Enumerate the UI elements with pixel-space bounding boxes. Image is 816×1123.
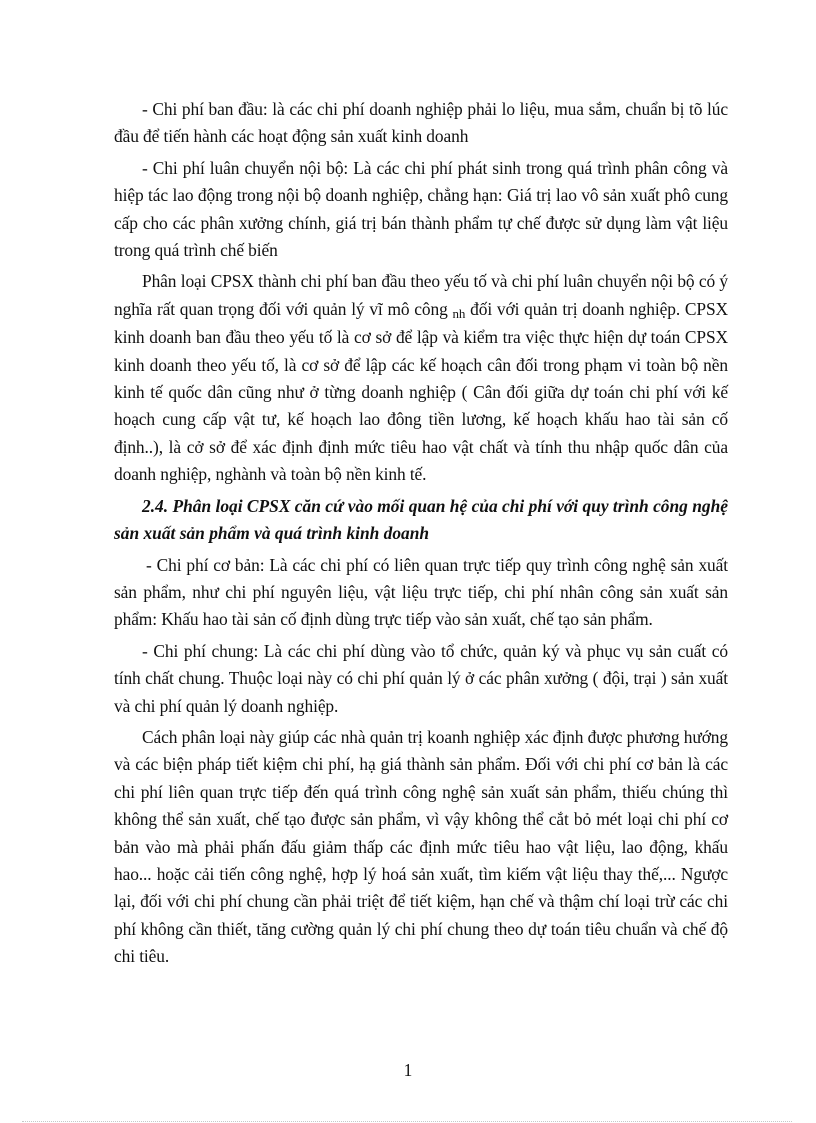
paragraph-internal-costs: - Chi phí luân chuyển nội bộ: Là các chi phí phát sinh trong quá trình phân công và hiệp tác lao động trong nội bộ doanh nghiệp, chẳng hạn: Giá trị lao vô sản xuất phô cung cấp cho các phân xưởng chính, giá trị bán thành phẩm tự chế được sử dụng làm vật liệu trong quá trình chế biến <box>114 157 728 261</box>
paragraph-initial-costs: - Chi phí ban đầu: là các chi phí doanh nghiệp phải lo liệu, mua sắm, chuẩn bị tõ lúc đầu để tiến hành các hoạt động sản xuất kinh doanh <box>114 99 728 147</box>
page-number: 1 <box>403 1060 413 1080</box>
page-bottom-divider <box>22 1121 792 1122</box>
paragraph-classification-meaning <box>114 268 728 488</box>
paragraph-text-end: đối với quản trị doanh nghiệp. CPSX kinh doanh ban đầu theo yếu tố là cơ sở để lập và kiểm tra việc thực hiện dự toán CPSX kinh doanh theo yếu tố, là cơ sở để lập các kế hoạch cân đối trong phạm vi toàn bộ nền kinh tế quốc dân cũng như ở từng doanh nghiệp ( Cân đối giữa dự toán chi phí với kế hoạch cung cấp vật tư, kế hoạch lao đông tiền lương, kế hoạch khấu hao tài sản cố định..), là cở sở để xác định định mức tiêu hao vật chất và tính thu nhập quốc dân của doanh nghiệp, nghành và toàn bộ nền kinh tế. <box>114 298 728 485</box>
paragraph-text-fragment: nh <box>452 305 466 321</box>
paragraph-basic-costs: - Chi phí cơ bản: Là các chi phí có liên quan trực tiếp quy trình công nghệ sản xuất sản phẩm, như chi phí nguyên liệu, vật liệu trực tiếp, chi phí nhân công sản xuất sản phẩm: Khấu hao tài sản cố định dùng trực tiếp vào sản xuất, chế tạo sản phẩm. <box>114 554 728 630</box>
paragraph-classification-purpose: Cách phân loại này giúp các nhà quản trị koanh nghiệp xác định được phương hướng và các biện pháp tiết kiệm chi phí, hạ giá thành sản phẩm. Đối với chi phí cơ bản là các chi phí liên quan trực tiếp đến quá trình công nghệ sản xuất sản phẩm, thiếu chúng thì không thể sản xuất, chế tạo được sản phẩm, vì vậy không thể cắt bỏ mét loại chi phí cơ bản vào mà phải phấn đấu giảm thấp các định mức tiêu hao vật liệu, lao động, khấu hao... hoặc cải tiến công nghệ, hợp lý hoá sản xuất, tìm kiếm vật liệu thay thế,... Ngược lại, đối với chi phí chung cần phải triệt để tiết kiệm, hạn chế và thậm chí loại trừ các chi phí không cần thiết, tăng cường quản lý chi phí chung theo dự toán tiêu chuẩn và chế độ chi tiêu. <box>114 726 728 967</box>
section-heading-2-4: 2.4. Phân loại CPSX căn cứ vào mối quan hệ của chi phí với quy trình công nghệ sản xuất sản phẩm và quá trình kinh doanh <box>114 495 728 544</box>
paragraph-text-start: Phân loại CPSX thành chi phí ban đầu theo yếu tố và chi phí luân chuyển nội bộ có ý nghĩa rất quan trọng đối với quản lý vĩ mô công <box>114 271 728 319</box>
document-body <box>114 96 728 975</box>
paragraph-general-costs: - Chi phí chung: Là các chi phí dùng vào tổ chức, quản ký và phục vụ sản cuất có tính chất chung. Thuộc loại này có chi phí quản lý ở các phân xưởng ( đội, trại ) sản xuất và chi phí quản lý doanh nghiệp. <box>114 640 728 716</box>
